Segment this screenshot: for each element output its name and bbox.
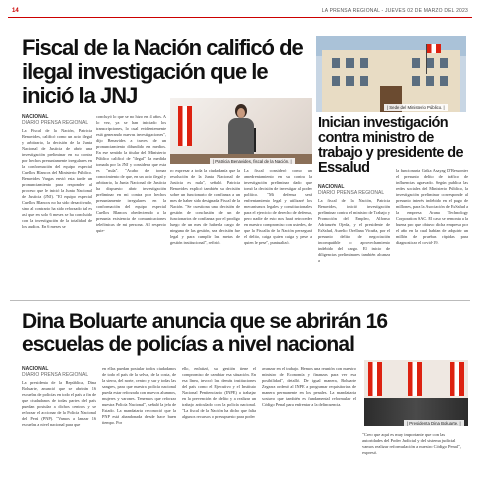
header-rule	[8, 17, 472, 18]
article2-source: DIARIO PRENSA REGIONAL	[318, 190, 385, 196]
article3-pullquote-part2: sistema judicial vamos realizar reformulación a nuestro Código Penal", expresó.	[362, 438, 461, 455]
article2-byline	[318, 184, 388, 196]
article1-byline	[22, 114, 92, 126]
article3-photo-caption: | Presidenta Dina Boluarte. |	[404, 420, 464, 427]
header-meta: LA PRENSA REGIONAL - JUEVES 02 DE MARZO DEL 2023	[321, 8, 468, 14]
article3-col4: avanzar en el trabajo. Hemos una reunión con nuestro ministro de Economía y finanzas para ver esa posibilidad", detalló. De igual manera, Boluarte Zegarra ordenó al INPE a programar requisitorias de manera permanente en los penales. La mandataria sostuvo que también es fundamental reformular el Código Penal para enfrentar a la delincuencia.	[262, 366, 356, 407]
article2-col2: la funcionaria Grika Asayag D'Bessonier el presunto delito de tráfico de influencias agravado. Según publica las redes sociales del Ministerio Público, la investigación preliminar corresponde al presunto interés indebido en el pago de millones, para la Asociación de EsSalud a la empresa Arana Technology Corporation SAC. El caso se remonta a la buena pro que obtuvo dicha empresa por el año en la cual habían de adquirir un millón de pruebas rápidas para diagnosticar el covid-19.	[396, 168, 468, 245]
article3-pullquote-part1: "Creo que aquí es muy importante que con las autoridades del Poder Judicial y del	[362, 432, 446, 443]
article1-col4: La fiscal consideró como un amedrentamiento en su contra la investigación preliminar dado que tomó la decisión de investigar al poder político. "Mi defensa será enfrentamiento legal y utilizaré los mecanismos legales y constitucionales para el ejercicio de derecho de defensa, pero nadie de esto nos hará retroceder en nuestro compromiso con ustedes, de que la Fiscalía de la Nación persegurá el delito, caiga quien caiga y pese a quien le pese", puntualizó.	[244, 168, 312, 245]
peru-flag-icon	[427, 44, 441, 53]
article1-col1: La Fiscal de la Nación, Patricia Benavides, calificó como un acto ilegal y arbitrario, la decisión de la Junta Nacional de Justicia de abrir una investigación preliminar en su contra por hechos presuntamente irregulares en la conformación del equipo especial Cuellos Blancos del Ministerio Público. Benavides Vargas envió esta tarde un pronunciamiento para responder al proceso que le inició la Junta Nacional de Justicia (JNJ). "El equipo especial Cuellos Blancos no ha sido desactivado, sino al contrario ha sido reforzado tal es así que en solo 6 meses se ha concluido con la investigación de la totalidad de los audios. En 6 meses se	[22, 128, 92, 229]
peru-flag-icon	[450, 362, 464, 396]
page-number: 14	[12, 8, 19, 14]
article1-photo-caption: | Patricia Benavides, fiscal de la Nación. |	[210, 158, 295, 165]
article2-section: NACIONAL	[318, 184, 345, 190]
article1-col2: concluyó lo que se no hizo en 4 años. A lo vez, ya se han iniciado los transcripciones, lo cual evidentemente está generando nuevas investigaciones", dijo Benavides a traves de un pronunciamiento difundido en medios. En ese sentido la titular del Ministerio Público calificó de "ilegal" la medida tomada por la JNJ y considera que esta es "nula". "Acabo de tomar conocimiento de que, en un acto ilegal y arbitrario, la Junta Nacional de Justicia ha dispuesto abrir investigación preliminar en mi contra por hechos presuntamente irregulares en la conformación del equipo especial Cuellos Blancos obedeciendo a la presunta existencia de comunicaciones telefónicas de mi persona. Al respecto quie-	[96, 114, 166, 233]
article2-photo-caption: | Sede del Ministerio Público. |	[384, 104, 448, 111]
page-header	[8, 6, 472, 18]
peru-flag-icon	[368, 362, 382, 396]
article1-photo	[170, 98, 312, 164]
article2-photo	[316, 36, 466, 112]
peru-flag-icon	[178, 106, 192, 146]
peru-flag-icon	[408, 362, 422, 396]
article3-headline: Dina Boluarte anuncia que se abrirán 16 escuelas de policías a nivel nacional	[22, 310, 388, 356]
article3-col3: ello, enfatizó, su gestión tiene el compromiso de cambiar esa situación. En esa línea, invocó las demás instituciones del país como el Ejecutivo y el Instituto Nacional Penitenciario (INPE) a trabajar en la prevención de delito y a realizar un trabajo articulado con la policía nacional. "La fiscal de la Nación ha dicho que falta algunos recursos o presupuesto para poder	[182, 366, 256, 419]
article1-section: NACIONAL	[22, 114, 49, 120]
article3-pullquote	[362, 432, 466, 456]
article1-source: DIARIO PRENSA REGIONAL	[22, 120, 89, 126]
article3-photo	[364, 360, 468, 426]
article2-headline: Inician investigación contra ministro de trabajo y presidente de Essalud	[318, 115, 463, 176]
article3-col2: en ellas puedan postular todos ciudadanos de todo el país de la selva, de la costa, de la sierra, del norte, centro y sur y todas las sangres, para que nuestra policía nacional pueda estar reforzada con nuevos alumnos, mujeres y varones. Tenemos que reforzar nuestra Policía Nacional", señaló la jefa de Estado. La mandataria reconoció que la PNP está abandonada desde hace buen tiempo. Por	[102, 366, 176, 425]
section-divider	[10, 300, 470, 301]
article1-headline: Fiscal de la Nación calificó de ilegal investigación que le inició la JNJ	[22, 35, 303, 108]
microphone-icon	[254, 128, 256, 152]
article3-col1: La presidenta de la República, Dina Boluarte, anunció que se abrirán 16 escuelas de policías en todo el país a fin de que ciudadanos de todas partes del país puedan postular a dichos centros y se reforzar el accionar de la Policía Nacional del Perú (PNP). "Vamos a lanzar 16 escuelas a nivel nacional para que	[22, 380, 96, 427]
article3-byline	[22, 366, 96, 378]
article3-section: NACIONAL	[22, 366, 49, 372]
article3-source: DIARIO PRENSA REGIONAL	[22, 372, 89, 378]
article2-col1: La fiscal de la Nación, Patricia Benavides, inició investigación preliminar contra el ministro de Trabajo y Promoción del Empleo, Alfonso Adrianzén Ojeda, y el presidente de EsSalud, Aurelio Orellana Vicuña, por el presunto delito de negociación incompatible o aprovechamiento indebido del cargo. El inicio de diligencias preliminares también alcanza a	[318, 198, 390, 263]
article1-col3: ro expresar a toda la ciudadanía que la resolución de la Junta Nacional de Justicia es nula", señaló. Patricia Benavides explicó también su decisión sobre un funcionario de confianza a un mes de haber sido designada Fiscal de la Nación. "Se cuestiona una decisión de gestión de conclusión de un de funcionarios de confianza por el prodigo luego de un mes de haberla cargo de ninguna de las gestión, sea decisión fue legal y para cumplir las metas de gestión institucional", refirió.	[170, 168, 240, 245]
